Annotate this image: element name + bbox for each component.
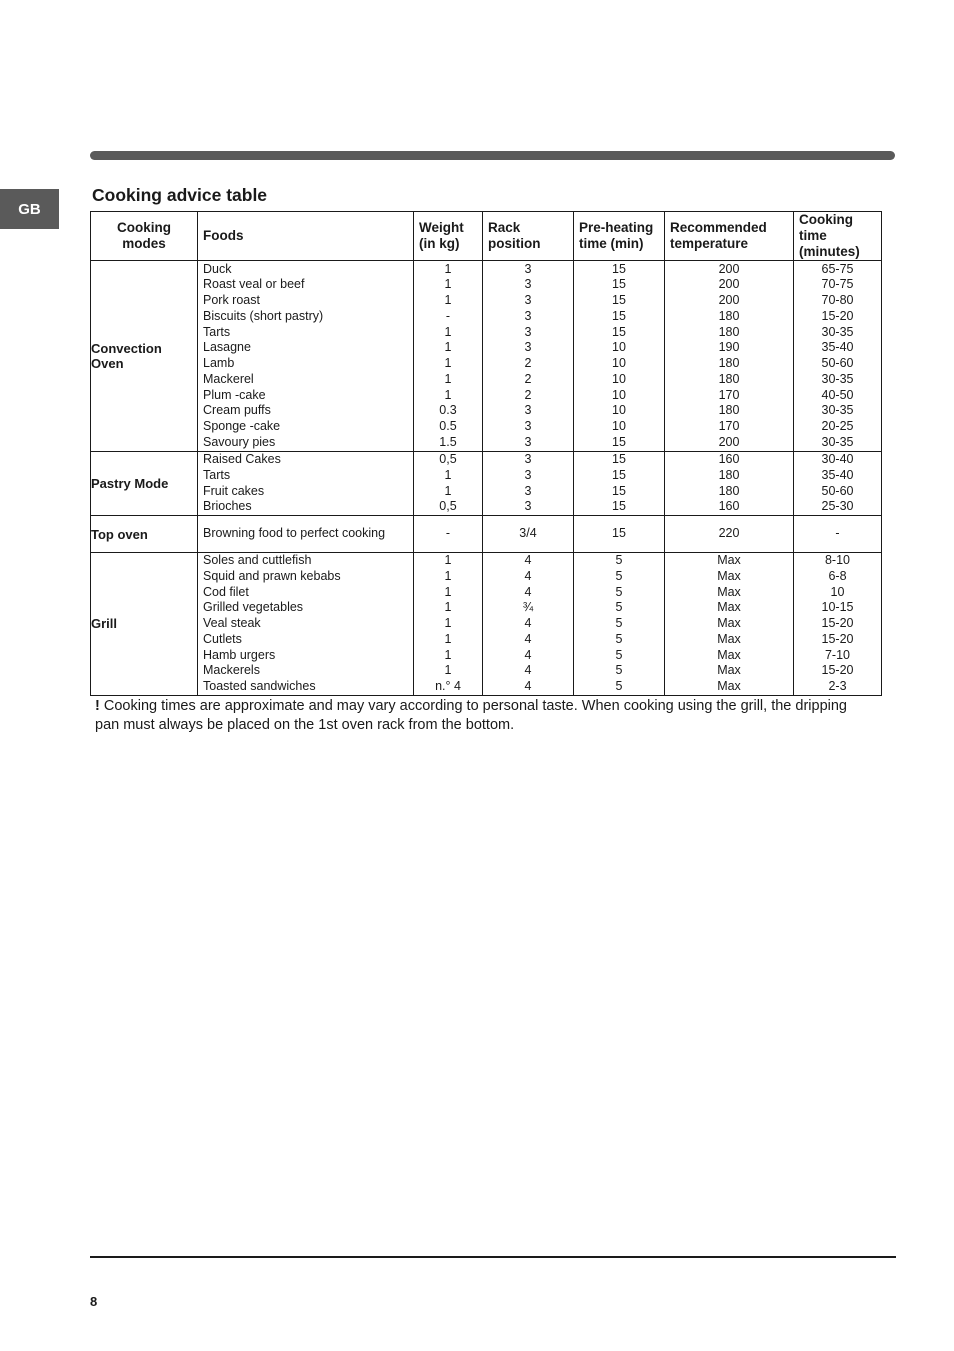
cell-value: 4 [524,584,532,599]
cell-value: 1 [444,277,452,292]
cell-value: 160 [718,499,740,514]
temperature-cell [665,452,794,516]
header-cooking-time: Cooking time (minutes) [794,212,882,261]
footer-rule [90,1256,896,1258]
warning-mark: ! [95,698,100,714]
header-rack-position: Rack position [483,212,574,261]
preheat-cell [574,452,665,516]
cell-value: Lamb [203,356,235,370]
food-cell [198,516,414,553]
cell-value: 8-10 [824,553,851,567]
cell-value: 180 [718,403,740,418]
cell-value: 5 [615,600,623,615]
cell-value: 10 [612,371,626,386]
cell-value: Toasted sandwiches [203,679,316,693]
cell-value: Duck [203,261,232,276]
cell-value: 1 [444,293,452,307]
cell-value: Max [717,600,741,615]
cell-value: 200 [718,434,740,449]
cell-value: Lasagne [203,340,251,355]
cell-value: 70-80 [821,293,854,307]
cell-value: 1 [444,600,452,615]
preheat-cell [574,553,665,696]
cell-value: 2 [524,371,532,386]
cell-value: 5 [615,584,623,599]
cell-value: 1 [444,663,452,678]
cell-value: Squid and prawn kebabs [203,568,341,583]
cell-value: 180 [718,467,740,482]
cooking-mode-cell: Top oven [91,516,198,553]
cell-value: Max [717,679,741,693]
cell-value: 3/4 [519,526,537,541]
cell-value: 3 [524,419,532,433]
cell-value: 2 [524,356,532,370]
cooking-mode-cell: Grill [91,553,198,696]
cell-value: Hamb urgers [203,647,276,662]
cell-value: 4 [524,647,532,662]
cell-value: 30-40 [821,452,854,466]
cell-value: 1 [444,483,452,498]
cell-value: Tarts [203,324,231,339]
cell-value: 7-10 [824,647,851,662]
cell-value: 3 [524,340,532,355]
cell-value: 2 [524,387,532,402]
cell-value: Mackerel [203,371,254,386]
cell-value: 4 [524,631,532,646]
cell-value: - [445,308,451,323]
cell-value: 180 [718,356,740,370]
temperature-cell [665,516,794,553]
cell-value: 3 [524,483,532,498]
cell-value: 3 [524,499,532,514]
cell-value: Grilled vegetables [203,600,304,615]
header-foods: Foods [198,212,414,261]
cell-value: 200 [718,293,740,307]
cell-value: 15 [612,293,626,307]
cell-value: 3 [524,324,532,339]
cell-value: Biscuits (short pastry) [203,308,324,323]
cooking-note [95,697,865,735]
page-title: Cooking advice table [92,185,268,205]
cell-value: 15 [612,499,626,514]
cell-value: Max [717,616,741,630]
cell-value: 1 [444,647,452,662]
cell-value: Roast veal or beef [203,277,305,292]
cell-value: Max [717,553,741,567]
cell-value: 3 [524,434,532,449]
weight-cell [414,516,483,553]
cell-value: Max [717,631,741,646]
food-cell [198,452,414,516]
cell-value: 15 [612,483,626,498]
cell-value: Browning food to perfect cooking [203,526,386,541]
cell-value: Max [717,568,741,583]
cell-value: 4 [524,553,532,567]
temperature-cell [665,261,794,452]
cell-value: 15 [612,467,626,482]
cell-value: 3 [524,261,532,276]
cell-value: Tarts [203,467,231,482]
cell-value: Max [717,584,741,599]
cell-value: 4 [524,679,532,693]
cell-value: Cream puffs [203,403,271,418]
rack-cell [483,261,574,452]
cell-value: 15-20 [821,631,854,646]
cell-value: 1 [444,467,452,482]
temperature-cell [665,553,794,696]
table-row [91,452,882,516]
cooking-mode-cell: Convection Oven [91,261,198,452]
cell-value: 220 [718,526,740,541]
note-text: Cooking times are approximate and may vary according to personal taste. When cooking using the grill, the dripping pan must always be placed on the 1st oven rack from the bottom. [95,698,847,733]
cell-value: 5 [615,647,623,662]
cell-value: 10 [612,419,626,433]
header-cooking-modes: Cooking modes [91,212,198,261]
cell-value: 10 [612,340,626,355]
cell-value: 0.5 [439,419,457,433]
cell-value: 190 [718,340,740,355]
cell-value: 1 [444,584,452,599]
cell-value: 1 [444,371,452,386]
weight-cell [414,452,483,516]
header-rule [90,151,895,160]
cell-value: Veal steak [203,616,261,630]
cell-value: 30-35 [821,434,854,449]
cell-value: Plum -cake [203,387,266,402]
cell-value: Cutlets [203,631,242,646]
weight-cell [414,261,483,452]
table-header-row [91,212,882,261]
cell-value: 50-60 [821,483,854,498]
header-weight: Weight (in kg) [414,212,483,261]
cell-value: 3 [524,452,532,466]
cell-value: 180 [718,483,740,498]
cell-value: 30-35 [821,371,854,386]
cell-value: 3 [524,403,532,418]
rack-cell [483,452,574,516]
page-number: 8 [90,1294,98,1309]
cell-value: 1 [444,553,452,567]
cell-value: 30-35 [821,403,854,418]
cooking-time-cell [794,452,882,516]
cell-value: Sponge -cake [203,419,281,433]
cell-value: 1 [444,356,452,370]
cell-value: 40-50 [821,387,854,402]
table-row [91,261,882,452]
cell-value: 1 [444,631,452,646]
cell-value: 200 [718,277,740,292]
cell-value: 5 [615,631,623,646]
cell-value: Raised Cakes [203,452,281,466]
cell-value: 10-15 [821,600,854,615]
cell-value: 15 [612,261,626,276]
cell-value: 180 [718,308,740,323]
cell-value: 20-25 [821,419,854,433]
preheat-cell [574,516,665,553]
cell-value: 15 [612,324,626,339]
cell-value: 200 [718,261,740,276]
cell-value: Mackerels [203,663,260,678]
cell-value: 10 [612,356,626,370]
cell-value: - [445,526,451,541]
cell-value: Cod filet [203,584,249,599]
cell-value: 1 [444,340,452,355]
cell-value: 15 [612,277,626,292]
cell-value: 3 [524,308,532,323]
cell-value: Savoury pies [203,434,276,449]
cell-value: 35-40 [821,340,854,355]
cell-value: 170 [718,419,740,433]
cell-value: 160 [718,452,740,466]
cell-value: 15-20 [821,616,854,630]
header-recommended-temperature: Recommended temperature [665,212,794,261]
cell-value: 4 [524,568,532,583]
cell-value: Max [717,663,741,678]
header-preheating-time: Pre-heating time (min) [574,212,665,261]
cooking-time-cell [794,516,882,553]
cell-value: 0,5 [439,452,457,466]
cell-value: 4 [524,616,532,630]
cell-value: 170 [718,387,740,402]
cell-value: 180 [718,324,740,339]
cell-value: n.° 4 [435,679,461,693]
cell-value: Soles and cuttlefish [203,553,312,567]
cell-value: 65-75 [821,261,854,276]
cell-value: 35-40 [821,467,854,482]
table-row [91,516,882,553]
cell-value: 1 [444,616,452,630]
cell-value: 10 [612,403,626,418]
language-tab: GB [0,189,59,229]
cell-value: 15-20 [821,663,854,678]
cell-value: 1.5 [439,434,457,449]
cell-value: 10 [830,584,845,599]
cell-value: 50-60 [821,356,854,370]
rack-cell [483,553,574,696]
cell-value: ¾ [522,600,534,615]
cell-value: Max [717,647,741,662]
cell-value: Pork roast [203,293,260,307]
cooking-advice-table [90,211,882,696]
cell-value: 5 [615,553,623,567]
cell-value: 70-75 [821,277,854,292]
cell-value: 1 [444,568,452,583]
cell-value: 5 [615,663,623,678]
cell-value: 3 [524,277,532,292]
cell-value: 5 [615,679,623,693]
table-row [91,553,882,696]
cell-value: 0.3 [439,403,457,418]
cell-value: 5 [615,568,623,583]
cell-value: 0,5 [439,499,457,514]
cell-value: 1 [444,387,452,402]
cell-value: 3 [524,467,532,482]
cooking-time-cell [794,553,882,696]
cell-value: 25-30 [821,499,854,514]
cell-value: 15-20 [821,308,854,323]
cell-value: - [835,526,840,541]
cell-value: Brioches [203,499,252,514]
cell-value: 15 [612,308,626,323]
cell-value: 1 [444,324,452,339]
weight-cell [414,553,483,696]
cell-value: 180 [718,371,740,386]
food-cell [198,553,414,696]
cell-value: Fruit cakes [203,483,265,498]
cell-value: 1 [444,261,452,276]
rack-cell [483,516,574,553]
cell-value: 15 [612,452,626,466]
cell-value: 30-35 [821,324,854,339]
cell-value: 15 [612,434,626,449]
food-cell [198,261,414,452]
cell-value: 3 [524,293,532,307]
cell-value: 10 [612,387,626,402]
cooking-time-cell [794,261,882,452]
cell-value: 5 [615,616,623,630]
cell-value: 2-3 [828,679,847,693]
cell-value: 6-8 [828,568,847,583]
cell-value: 15 [612,526,626,541]
cell-value: 4 [524,663,532,678]
cooking-mode-cell: Pastry Mode [91,452,198,516]
preheat-cell [574,261,665,452]
